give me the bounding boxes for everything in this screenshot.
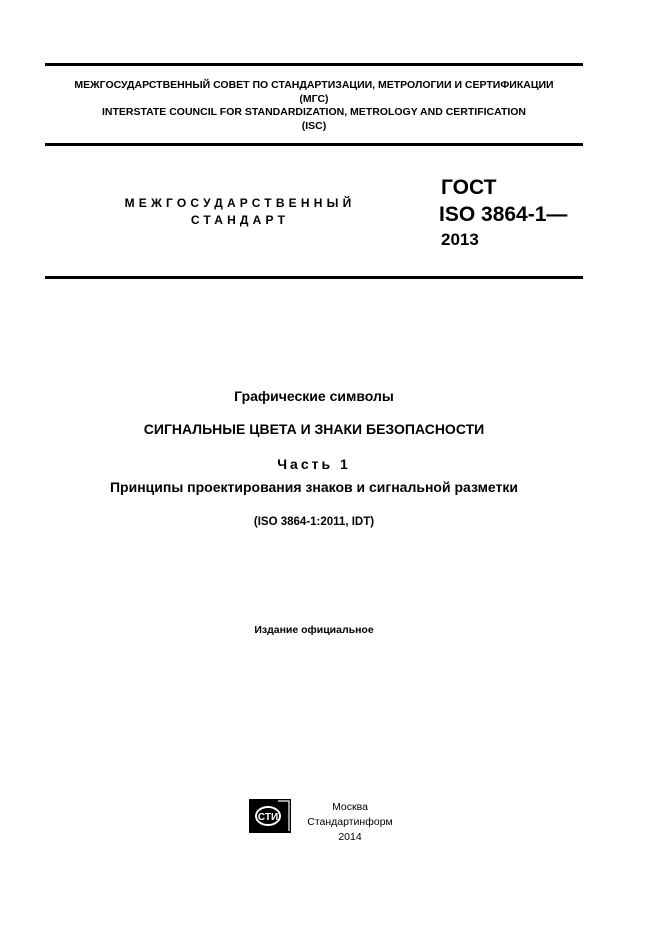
publisher-city: Москва bbox=[332, 801, 368, 813]
title-subtitle: Принципы проектирования знаков и сигнальной разметки bbox=[109, 479, 519, 495]
standartinform-logo bbox=[249, 799, 291, 833]
publisher-year: 2014 bbox=[338, 831, 362, 843]
gost-label: ГОСТ bbox=[441, 176, 497, 199]
council-name-en: INTERSTATE COUNCIL FOR STANDARDIZATION, METROLOGY AND CERTIFICATION bbox=[101, 106, 527, 118]
standard-type-line2: СТАНДАРТ bbox=[190, 213, 290, 227]
title-part: Часть 1 bbox=[277, 456, 351, 472]
iso-reference: (ISO 3864-1:2011, IDT) bbox=[253, 516, 375, 528]
standard-year: 2013 bbox=[441, 230, 479, 249]
council-abbr-en: (ISC) bbox=[301, 120, 327, 132]
publisher-name: Стандартинформ bbox=[307, 816, 393, 828]
logo-text: СТИ bbox=[257, 812, 279, 823]
top-rule bbox=[45, 63, 583, 66]
council-abbr-ru: (МГС) bbox=[299, 93, 329, 105]
standard-type-line1: МЕЖГОСУДАРСТВЕННЫЙ bbox=[124, 196, 356, 210]
title-main: СИГНАЛЬНЫЕ ЦВЕТА И ЗНАКИ БЕЗОПАСНОСТИ bbox=[143, 421, 485, 437]
header-rule bbox=[45, 143, 583, 146]
council-name-ru: МЕЖГОСУДАРСТВЕННЫЙ СОВЕТ ПО СТАНДАРТИЗАЦИИ, МЕТРОЛОГИИ И СЕРТИФИКАЦИИ bbox=[74, 79, 554, 91]
edition-label: Издание официальное bbox=[254, 624, 374, 636]
standard-number: ISO 3864-1— bbox=[439, 203, 568, 226]
designation-rule bbox=[45, 276, 583, 279]
title-group: Графические символы bbox=[234, 388, 394, 404]
